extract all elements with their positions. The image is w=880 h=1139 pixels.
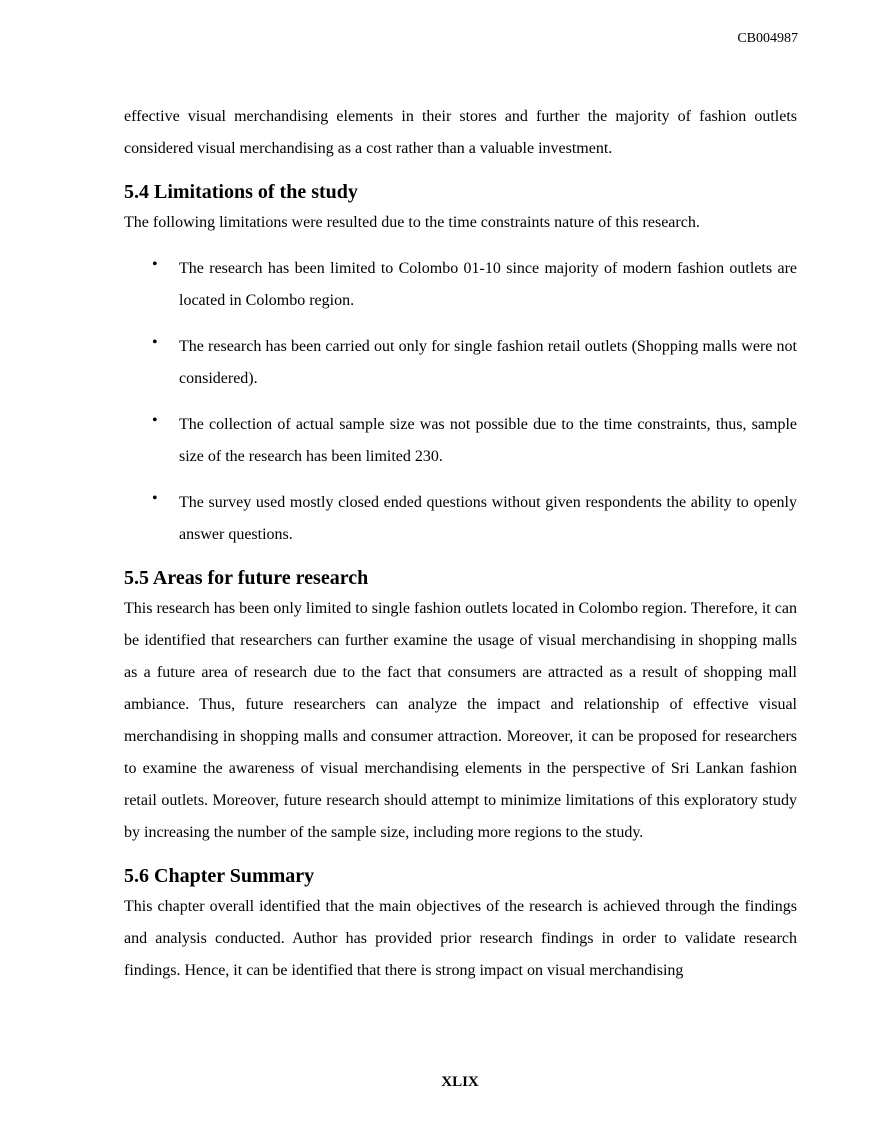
page-number: XLIX: [441, 1074, 479, 1090]
chapter-summary-paragraph: This chapter overall identified that the main objectives of the research is achieved through the findings and analysis conducted. Author has provided prior research findings in order to validate research findings. Hence, it can be identified that there is strong impact on visual merchandising: [124, 898, 797, 979]
future-research-paragraph: This research has been only limited to single fashion outlets located in Colombo region. Therefore, it can be identified that researchers can further examine the usage of visual merchandising in shopping malls as a future area of research due to the fact that consumers are attracted as a result of shopping mall ambiance. Thus, future researchers can analyze the impact and relationship of effective visual merchandising in shopping malls and consumer attraction. Moreover, it can be proposed for researchers to examine the awareness of visual merchandising elements in the perspective of Sri Lankan fashion retail outlets. Moreover, future research should attempt to minimize limitations of this exploratory study by increasing the number of the sample size, including more regions to the study.: [124, 600, 797, 841]
bullet-icon: •: [152, 334, 158, 351]
page-content: [124, 101, 797, 987]
list-item: [124, 487, 797, 551]
intro-paragraph: effective visual merchandising elements in their stores and further the majority of fashion outlets considered visual merchandising as a cost rather than a valuable investment.: [124, 108, 797, 157]
section-heading-chapter-summary: 5.6 Chapter Summary: [124, 865, 315, 887]
document-id: CB004987: [737, 31, 798, 46]
list-item-text: The collection of actual sample size was not possible due to the time constraints, thus, sample size of the research has been limited 230.: [179, 416, 797, 465]
list-item: [124, 409, 797, 473]
section-heading-future-research: 5.5 Areas for future research: [124, 567, 369, 589]
section-heading-limitations: 5.4 Limitations of the study: [124, 181, 358, 203]
bullet-icon: •: [152, 412, 158, 429]
list-item: [124, 253, 797, 317]
list-item-text: The survey used mostly closed ended questions without given respondents the ability to openly answer questions.: [179, 494, 797, 543]
bullet-icon: •: [152, 490, 158, 507]
list-item-text: The research has been carried out only for single fashion retail outlets (Shopping malls were not considered).: [179, 338, 797, 387]
bullet-icon: •: [152, 256, 158, 273]
limitations-list: [124, 253, 797, 551]
list-item: [124, 331, 797, 395]
limitations-lead-paragraph: The following limitations were resulted due to the time constraints nature of this research.: [124, 214, 700, 231]
list-item-text: The research has been limited to Colombo 01-10 since majority of modern fashion outlets are located in Colombo region.: [179, 260, 797, 309]
